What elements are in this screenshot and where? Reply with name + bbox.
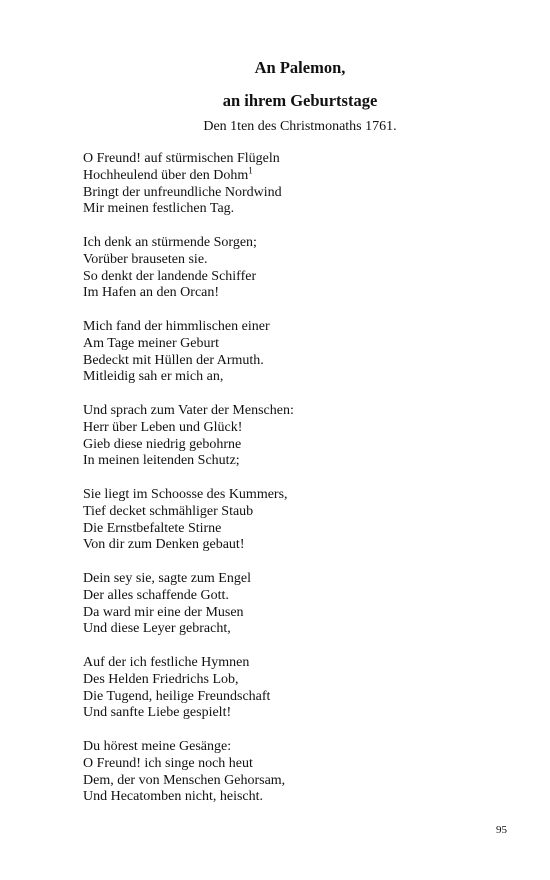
poem-line: Dein sey sie, sagte zum Engel bbox=[83, 571, 251, 586]
poem-line: Der alles schaffende Gott. bbox=[83, 587, 229, 603]
poem-line: Ich denk an stürmende Sorgen; bbox=[83, 235, 257, 250]
stanza-6 bbox=[83, 571, 503, 655]
page-number: 95 bbox=[496, 824, 507, 836]
poem-line: Bringt der unfreundliche Nordwind bbox=[83, 184, 282, 200]
poem-line: Die Tugend, heilige Freundschaft bbox=[83, 688, 271, 704]
poem-line: Und diese Leyer gebracht, bbox=[83, 621, 231, 637]
stanza-4 bbox=[83, 403, 503, 487]
stanza-3 bbox=[83, 319, 503, 403]
poem-line: O Freund! ich singe noch heut bbox=[83, 755, 253, 771]
poem-line: Und sanfte Liebe gespielt! bbox=[83, 705, 232, 721]
poem-line: In meinen leitenden Schutz; bbox=[83, 453, 240, 469]
footnote-marker: 1 bbox=[248, 165, 253, 176]
poem-line: Des Helden Friedrichs Lob, bbox=[83, 671, 239, 687]
poem-line-with-footnote bbox=[83, 165, 503, 185]
stanza-1 bbox=[83, 151, 503, 235]
poem-body bbox=[83, 151, 503, 823]
poem-line: Dem, der von Menschen Gehorsam, bbox=[83, 772, 286, 788]
poem-line: Auf der ich festliche Hymnen bbox=[83, 655, 250, 670]
poem-line: Tief decket schmähliger Staub bbox=[83, 503, 254, 519]
poem-line: Da ward mir eine der Musen bbox=[83, 604, 244, 620]
stanza-5 bbox=[83, 487, 503, 571]
poem-line: Am Tage meiner Geburt bbox=[83, 335, 219, 351]
poem-line: Bedeckt mit Hüllen der Armuth. bbox=[83, 352, 264, 368]
poem-line: Herr über Leben und Glück! bbox=[83, 419, 243, 435]
poem-line: Und Hecatomben nicht, heischt. bbox=[83, 789, 264, 805]
poem-line: Von dir zum Denken gebaut! bbox=[83, 537, 245, 553]
poem-line: O Freund! auf stürmischen Flügeln bbox=[83, 151, 280, 166]
poem-dateline: Den 1ten des Christmonaths 1761. bbox=[203, 119, 397, 134]
poem-line: Im Hafen an den Orcan! bbox=[83, 285, 220, 301]
poem-line: Sie liegt im Schoosse des Kummers, bbox=[83, 487, 288, 502]
poem-line: Die Ernstbefaltete Stirne bbox=[83, 520, 222, 536]
poem-line: Mir meinen festlichen Tag. bbox=[83, 201, 235, 217]
poem-line: Mitleidig sah er mich an, bbox=[83, 369, 224, 385]
poem-line: Mich fand der himmlischen einer bbox=[83, 319, 270, 334]
stanza-2 bbox=[83, 235, 503, 319]
poem-title: An Palemon, bbox=[254, 58, 346, 77]
stanza-7 bbox=[83, 655, 503, 739]
poem-line: Und sprach zum Vater der Menschen: bbox=[83, 403, 294, 418]
poem-line: Gieb diese niedrig gebohrne bbox=[83, 436, 242, 452]
poem-line: Vorüber brauseten sie. bbox=[83, 251, 208, 267]
poem-line: So denkt der landende Schiffer bbox=[83, 268, 257, 284]
poem-subtitle: an ihrem Geburtstage bbox=[222, 91, 378, 110]
poem-line-text: Hochheulend über den Dohm bbox=[83, 167, 249, 183]
poem-line: Du hörest meine Gesänge: bbox=[83, 739, 232, 754]
stanza-8 bbox=[83, 739, 503, 823]
